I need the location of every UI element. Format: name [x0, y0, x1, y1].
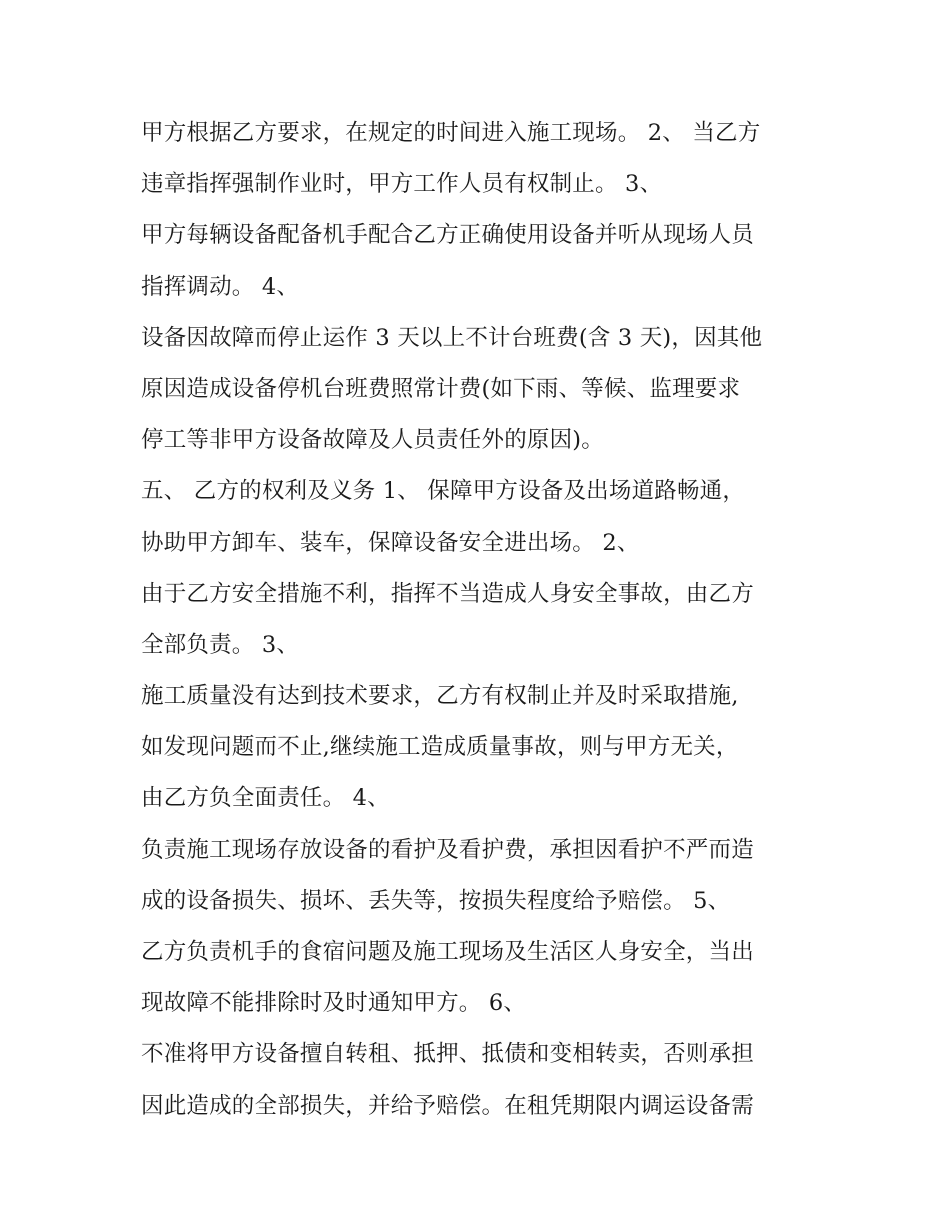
- text-line: 违章指挥强制作业时，甲方工作人员有权制止。 3、: [141, 171, 663, 198]
- text-line: 甲方根据乙方要求，在规定的时间进入施工现场。 2、 当乙方: [141, 120, 761, 146]
- document-body: [141, 108, 831, 1132]
- text-line: 现故障不能排除时及时通知甲方。 6、: [141, 990, 527, 1017]
- text-line: 因此造成的全部损失，并给予赔偿。在租凭期限内调运设备需: [141, 1092, 754, 1119]
- text-line: 五、 乙方的权利及义务 1、 保障甲方设备及出场道路畅通，: [141, 478, 746, 505]
- text-line: 全部负责。 3、: [141, 631, 300, 658]
- text-line: 由于乙方安全措施不利，指挥不当造成人身安全事故，由乙方: [141, 580, 754, 607]
- text-line: 由乙方负全面责任。 4、: [141, 785, 390, 812]
- text-line: 协助甲方卸车、装车，保障设备安全进出场。 2、: [141, 529, 640, 556]
- text-line: 如发现问题而不止,继续施工造成质量事故，则与甲方无关，: [141, 734, 739, 761]
- text-line: 停工等非甲方设备故障及人员责任外的原因)。: [141, 427, 604, 454]
- text-line: 设备因故障而停止运作 3 天以上不计台班费(含 3 天)，因其他: [141, 324, 763, 351]
- text-line: 甲方每辆设备配备机手配合乙方正确使用设备并听从现场人员: [141, 222, 754, 249]
- text-line: 乙方负责机手的食宿问题及施工现场及生活区人身安全，当出: [141, 939, 754, 965]
- text-line: 不准将甲方设备擅自转租、抵押、抵债和变相转卖，否则承担: [141, 1041, 754, 1068]
- text-line: 施工质量没有达到技术要求，乙方有权制止并及时采取措施,: [141, 683, 739, 710]
- text-line: 成的设备损失、损坏、丢失等，按损失程度给予赔偿。 5、: [141, 887, 731, 914]
- text-line: 指挥调动。 4、: [141, 273, 300, 300]
- text-line: 负责施工现场存放设备的看护及看护费，承担因看护不严而造: [141, 836, 754, 863]
- text-line: 原因造成设备停机台班费照常计费(如下雨、等候、监理要求: [141, 375, 741, 402]
